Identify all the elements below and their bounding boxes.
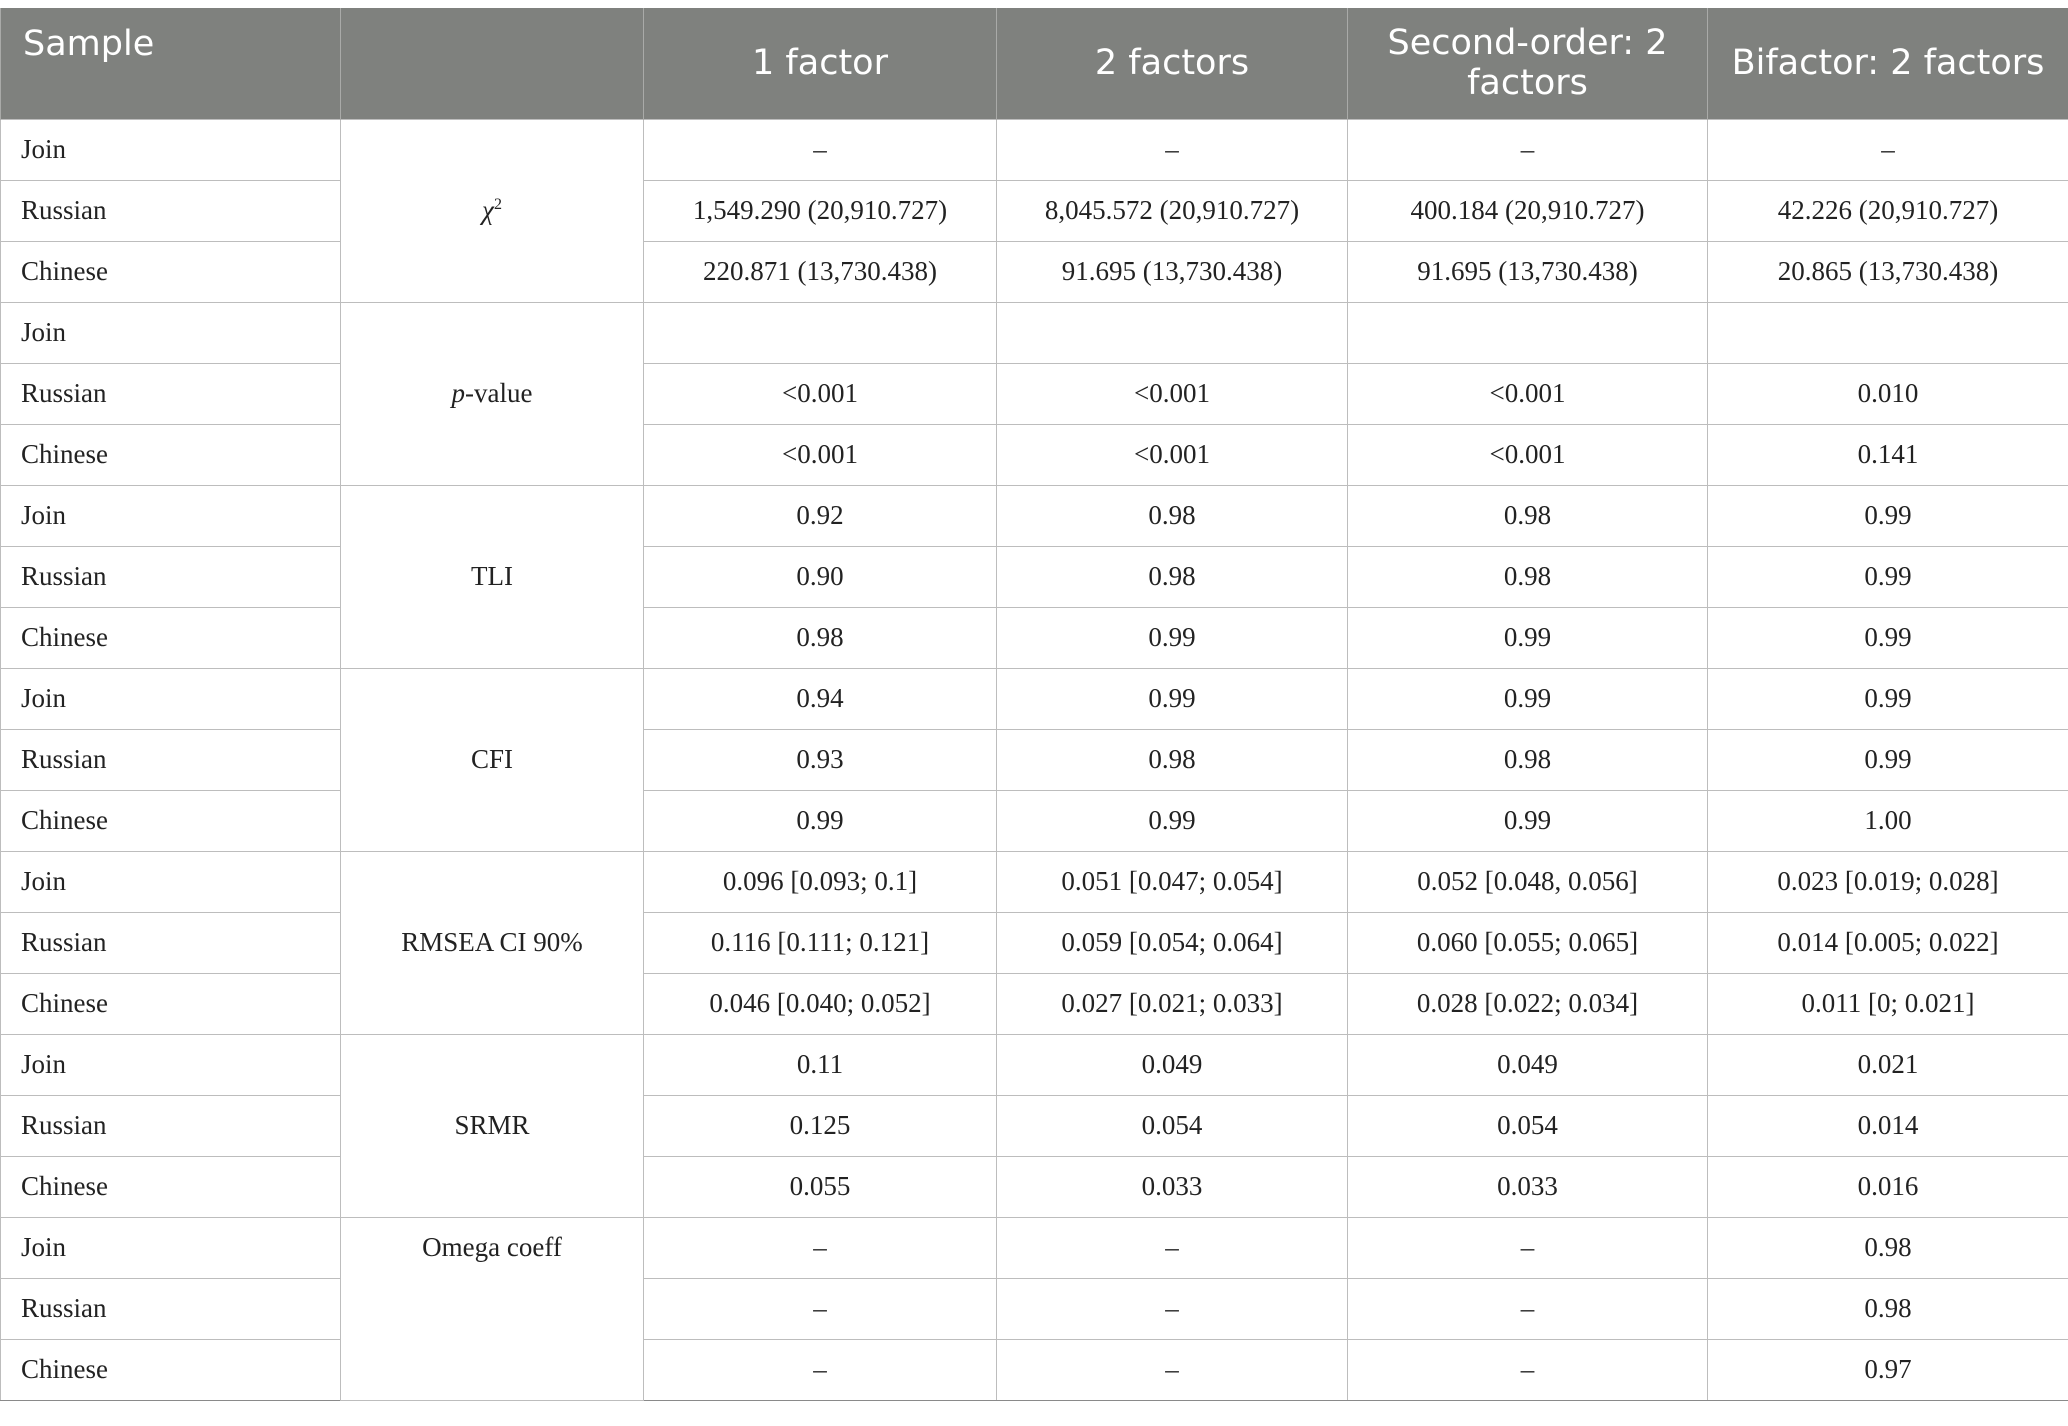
table-row <box>1 1339 2068 1400</box>
value-cell: 0.98 <box>997 546 1348 607</box>
sample-cell: Join <box>1 302 341 363</box>
value-cell: 91.695 (13,730.438) <box>1348 241 1708 302</box>
value-cell: 0.99 <box>644 790 997 851</box>
table-row <box>1 607 2068 668</box>
value-cell: – <box>997 1217 1348 1278</box>
table-row <box>1 119 2068 180</box>
metric-cell: SRMR <box>341 1034 644 1217</box>
metric-symbol: p <box>451 378 466 408</box>
value-cell: 0.99 <box>997 790 1348 851</box>
value-cell: <0.001 <box>997 363 1348 424</box>
sample-cell: Join <box>1 668 341 729</box>
sample-cell: Chinese <box>1 1156 341 1217</box>
sample-cell: Russian <box>1 1278 341 1339</box>
table-row <box>1 729 2068 790</box>
value-cell: 0.055 <box>644 1156 997 1217</box>
table-row <box>1 1095 2068 1156</box>
table-row <box>1 851 2068 912</box>
header-2-factors: 2 factors <box>997 8 1348 119</box>
value-cell: 0.016 <box>1708 1156 2068 1217</box>
value-cell: 0.98 <box>997 729 1348 790</box>
value-cell: 400.184 (20,910.727) <box>1348 180 1708 241</box>
sample-cell: Join <box>1 1217 341 1278</box>
value-cell: 0.051 [0.047; 0.054] <box>997 851 1348 912</box>
sample-cell: Chinese <box>1 241 341 302</box>
value-cell: 8,045.572 (20,910.727) <box>997 180 1348 241</box>
value-cell: 20.865 (13,730.438) <box>1708 241 2068 302</box>
value-cell: 0.014 [0.005; 0.022] <box>1708 912 2068 973</box>
value-cell <box>644 302 997 363</box>
table-row <box>1 1034 2068 1095</box>
value-cell: 1.00 <box>1708 790 2068 851</box>
value-cell: 0.033 <box>1348 1156 1708 1217</box>
value-cell: 0.054 <box>1348 1095 1708 1156</box>
value-cell: 0.94 <box>644 668 997 729</box>
value-cell: – <box>997 1339 1348 1400</box>
value-cell: 0.98 <box>644 607 997 668</box>
value-cell: – <box>997 119 1348 180</box>
value-cell: 220.871 (13,730.438) <box>644 241 997 302</box>
value-cell: 0.99 <box>997 668 1348 729</box>
value-cell: 0.021 <box>1708 1034 2068 1095</box>
value-cell: 0.93 <box>644 729 997 790</box>
value-cell: 0.11 <box>644 1034 997 1095</box>
table-row <box>1 973 2068 1034</box>
value-cell: 0.014 <box>1708 1095 2068 1156</box>
metric-symbol: χ <box>482 195 494 225</box>
table-row <box>1 180 2068 241</box>
metric-cell: RMSEA CI 90% <box>341 851 644 1034</box>
metric-cell: Omega coeff <box>341 1217 644 1400</box>
sample-cell: Join <box>1 1034 341 1095</box>
value-cell: <0.001 <box>997 424 1348 485</box>
table-row <box>1 302 2068 363</box>
value-cell: <0.001 <box>1348 424 1708 485</box>
value-cell: 0.98 <box>1348 729 1708 790</box>
value-cell: 0.98 <box>1348 546 1708 607</box>
value-cell: 0.011 [0; 0.021] <box>1708 973 2068 1034</box>
value-cell: 0.059 [0.054; 0.064] <box>997 912 1348 973</box>
table-row <box>1 1217 2068 1278</box>
header-metric <box>341 8 644 119</box>
value-cell: 0.99 <box>1348 607 1708 668</box>
value-cell: <0.001 <box>644 424 997 485</box>
value-cell: 0.99 <box>1708 607 2068 668</box>
sample-cell: Russian <box>1 912 341 973</box>
value-cell <box>1348 302 1708 363</box>
table-row <box>1 485 2068 546</box>
value-cell: 0.98 <box>1708 1217 2068 1278</box>
value-cell: 0.060 [0.055; 0.065] <box>1348 912 1708 973</box>
value-cell: 0.049 <box>997 1034 1348 1095</box>
value-cell: – <box>644 119 997 180</box>
table-row <box>1 912 2068 973</box>
value-cell: – <box>644 1278 997 1339</box>
value-cell <box>997 302 1348 363</box>
value-cell: – <box>1348 1339 1708 1400</box>
value-cell: 0.046 [0.040; 0.052] <box>644 973 997 1034</box>
value-cell: <0.001 <box>1348 363 1708 424</box>
value-cell: 0.028 [0.022; 0.034] <box>1348 973 1708 1034</box>
value-cell: 0.99 <box>1708 729 2068 790</box>
table-row <box>1 668 2068 729</box>
value-cell: 0.052 [0.048, 0.056] <box>1348 851 1708 912</box>
value-cell: 42.226 (20,910.727) <box>1708 180 2068 241</box>
value-cell: 0.98 <box>1708 1278 2068 1339</box>
table-row <box>1 1156 2068 1217</box>
value-cell: – <box>1348 119 1708 180</box>
header-1-factor: 1 factor <box>644 8 997 119</box>
value-cell: – <box>1348 1217 1708 1278</box>
table-row <box>1 546 2068 607</box>
value-cell: 0.98 <box>1348 485 1708 546</box>
value-cell <box>1708 302 2068 363</box>
value-cell: 0.033 <box>997 1156 1348 1217</box>
value-cell: 0.049 <box>1348 1034 1708 1095</box>
value-cell: 0.027 [0.021; 0.033] <box>997 973 1348 1034</box>
header-second-order: Second-order: 2 factors <box>1348 8 1708 119</box>
value-cell: 0.90 <box>644 546 997 607</box>
value-cell: <0.001 <box>644 363 997 424</box>
sample-cell: Russian <box>1 363 341 424</box>
value-cell: 0.99 <box>997 607 1348 668</box>
sample-cell: Join <box>1 485 341 546</box>
value-cell: 1,549.290 (20,910.727) <box>644 180 997 241</box>
table-row <box>1 1278 2068 1339</box>
value-cell: 0.99 <box>1708 546 2068 607</box>
value-cell: 0.98 <box>997 485 1348 546</box>
metric-cell: TLI <box>341 485 644 668</box>
value-cell: – <box>1348 1278 1708 1339</box>
value-cell: 0.010 <box>1708 363 2068 424</box>
sample-cell: Chinese <box>1 424 341 485</box>
value-cell: 0.99 <box>1348 790 1708 851</box>
metric-cell <box>341 302 644 485</box>
sample-cell: Chinese <box>1 790 341 851</box>
sample-cell: Russian <box>1 729 341 790</box>
sample-cell: Join <box>1 119 341 180</box>
sample-cell: Russian <box>1 1095 341 1156</box>
value-cell: 0.92 <box>644 485 997 546</box>
value-cell: 0.141 <box>1708 424 2068 485</box>
value-cell: 0.97 <box>1708 1339 2068 1400</box>
sample-cell: Russian <box>1 546 341 607</box>
metric-superscript: 2 <box>493 196 502 213</box>
header-sample: Sample <box>1 8 341 119</box>
value-cell: 91.695 (13,730.438) <box>997 241 1348 302</box>
table-row <box>1 241 2068 302</box>
sample-cell: Chinese <box>1 973 341 1034</box>
metric-cell <box>341 119 644 302</box>
sample-cell: Join <box>1 851 341 912</box>
sample-cell: Chinese <box>1 1339 341 1400</box>
value-cell: 0.125 <box>644 1095 997 1156</box>
value-cell: 0.054 <box>997 1095 1348 1156</box>
value-cell: 0.99 <box>1348 668 1708 729</box>
value-cell: 0.99 <box>1708 668 2068 729</box>
value-cell: 0.99 <box>1708 485 2068 546</box>
table-row <box>1 790 2068 851</box>
value-cell: 0.096 [0.093; 0.1] <box>644 851 997 912</box>
header-row <box>1 8 2068 119</box>
metric-label-rest: -value <box>465 378 533 408</box>
sample-cell: Russian <box>1 180 341 241</box>
value-cell: – <box>644 1339 997 1400</box>
value-cell: – <box>644 1217 997 1278</box>
header-bifactor: Bifactor: 2 factors <box>1708 8 2068 119</box>
metric-cell: CFI <box>341 668 644 851</box>
table-row <box>1 424 2068 485</box>
value-cell: – <box>997 1278 1348 1339</box>
value-cell: 0.023 [0.019; 0.028] <box>1708 851 2068 912</box>
value-cell: 0.116 [0.111; 0.121] <box>644 912 997 973</box>
sample-cell: Chinese <box>1 607 341 668</box>
table-row <box>1 363 2068 424</box>
value-cell: – <box>1708 119 2068 180</box>
fit-indices-table <box>0 8 2068 1401</box>
